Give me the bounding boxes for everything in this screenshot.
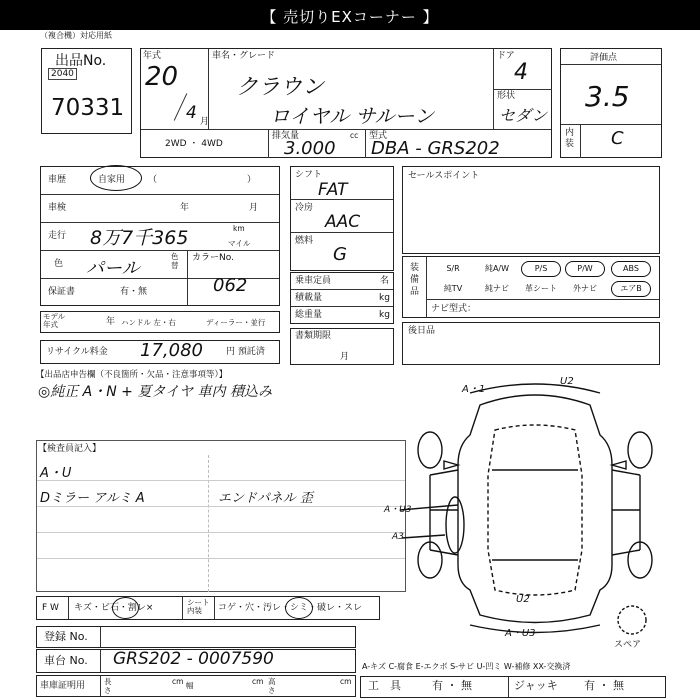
color-change: 色替	[171, 252, 179, 270]
disp-unit: cc	[350, 131, 359, 140]
inspection-label: 車検	[48, 203, 67, 213]
len-label: 長さ	[104, 677, 112, 695]
recycle-value: 17,080	[140, 340, 203, 361]
jack-label: ジャッキ	[514, 679, 558, 692]
car-diagram	[400, 375, 670, 645]
fuel-value: G	[333, 244, 347, 265]
navi-label: ナビ型式：	[431, 304, 477, 314]
ac-value: AAC	[325, 212, 361, 232]
equipment-item: 純ナビ	[485, 284, 509, 293]
header-note: （複合機）対応用紙	[40, 31, 112, 40]
gross-unit: kg	[379, 310, 390, 320]
ac-label: 冷房	[295, 203, 314, 213]
color-no-label: カラーNo.	[192, 253, 234, 263]
after-box	[402, 322, 660, 365]
seat-items: コゲ・穴・汚レ・シミ・破レ・スレ	[218, 603, 363, 613]
diagram-mark-front: A・1	[462, 384, 486, 395]
handle-label: ハンドル 左・右	[121, 318, 176, 327]
equipment-item: 純A/W	[484, 264, 510, 273]
spare-label: スペア	[614, 640, 642, 650]
load-unit: kg	[379, 293, 390, 303]
fw-items: キズ・ビ石・割レ×	[74, 603, 154, 613]
inspection-year: 年	[180, 203, 190, 213]
inspector-line1: A・U	[40, 466, 72, 481]
equipment-item: ABS	[611, 261, 651, 277]
model-name: クラウン	[236, 75, 325, 100]
recycle-unit: 円 預託済	[226, 347, 265, 357]
doc-label: 書類期限	[295, 331, 332, 341]
diagram-mark-bumper: A・U3	[505, 628, 536, 639]
inspector-line2: Dミラー アルミ A	[40, 491, 145, 506]
after-label: 後日品	[408, 326, 436, 336]
reg-no-label: 登録 No.	[44, 630, 88, 643]
width-cm: cm	[252, 677, 264, 686]
rating-score: 3.5	[585, 80, 630, 113]
warranty-value: 有・無	[120, 287, 148, 297]
color-no: 062	[213, 275, 248, 296]
capacity-label: 乗車定員	[295, 276, 332, 286]
model-type: DBA - GRS202	[371, 138, 500, 159]
sales-label: セールスポイント	[408, 171, 480, 181]
recycle-label: リサイクル料金	[46, 347, 108, 357]
height-cm: cm	[340, 677, 352, 686]
reg-label: 車歴	[48, 175, 67, 185]
legend: A-キズ C-腐食 E-エクボ S-サビ U-凹ミ W-補修 XX-交換済	[362, 662, 571, 671]
inspection-month: 月	[249, 203, 259, 213]
month-value: 4	[186, 103, 197, 123]
model-grade: ロイヤル サルーン	[270, 104, 435, 128]
seat-label: シート内装	[187, 598, 210, 615]
equipment-item: 純TV	[443, 284, 463, 293]
interior-label: 内装	[565, 128, 575, 149]
banner-title: 【 売切りEXコーナー 】	[261, 8, 439, 26]
chassis-value: GRS202 - 0007590	[113, 649, 274, 669]
height-label: 高さ	[268, 677, 276, 695]
capacity-unit: 名	[380, 276, 390, 286]
len-cm: cm	[172, 677, 184, 686]
equipment-item: 革シート	[525, 284, 557, 293]
cert-label: 車庫証明用	[40, 681, 86, 691]
tools-label: 工 具	[368, 679, 401, 692]
year-label: 年式	[143, 51, 162, 61]
reg-value: 自家用	[98, 175, 126, 185]
equipment-item: P/S	[521, 261, 561, 277]
drive-label: 2WD ・ 4WD	[165, 139, 223, 149]
dealer-label: ディーラー・並行	[206, 318, 266, 327]
month-unit: 月	[200, 117, 210, 127]
type-label: 型式	[369, 131, 388, 141]
km-unit: km	[233, 224, 245, 233]
displacement: 3.000	[284, 138, 336, 159]
color-value: パール	[86, 258, 140, 279]
fuel-label: 燃料	[295, 236, 314, 246]
mileage-value: 8万7千365	[90, 227, 189, 249]
declaration-text: ◎純正 A・N + 夏タイヤ 車内 積込み	[38, 384, 272, 400]
equipment-label: 装備品	[410, 263, 420, 297]
rating-label: 評価点	[590, 53, 618, 63]
equipment-item: S/R	[446, 264, 460, 273]
model-label: 車名・グレード	[212, 51, 276, 61]
shift-label: シフト	[295, 170, 323, 180]
equipment-item: P/W	[565, 261, 605, 277]
reg-circle	[90, 165, 142, 191]
model-year-label: モデル年式	[43, 312, 66, 329]
equipment-item: 外ナビ	[573, 284, 597, 293]
diagram-mark-door: A・U3	[384, 505, 412, 515]
inspector-label: 【検査員記入】	[38, 444, 102, 454]
interior-value: C	[611, 128, 624, 149]
color-label: 色	[54, 259, 64, 269]
lot-stamp: 2040	[48, 68, 77, 80]
width-label: 幅	[186, 681, 194, 690]
inspector-line3: エンドパネル 歪	[218, 491, 313, 506]
warranty-label: 保証書	[48, 287, 76, 297]
tools-value: 有 ・ 無	[432, 679, 472, 692]
model-year-unit: 年	[106, 317, 116, 327]
body-value: セダン	[499, 106, 548, 125]
fw-label: F W	[42, 603, 59, 613]
disp-label: 排気量	[272, 131, 300, 141]
doors-label: ドア	[497, 51, 515, 61]
doc-unit: 月	[340, 352, 350, 362]
diagram-mark-rear: U2	[516, 594, 530, 605]
chassis-label: 車台 No.	[44, 654, 88, 667]
lot-label: 出品No.	[55, 53, 107, 69]
mileage-label: 走行	[48, 231, 67, 241]
shift-value: FAT	[318, 180, 348, 200]
diagram-mark-rear-door: A3	[392, 532, 404, 542]
doors-value: 4	[514, 60, 528, 85]
jack-value: 有 ・ 無	[584, 679, 624, 692]
body-label: 形状	[497, 91, 516, 101]
diagram-mark-right: U2	[560, 376, 574, 387]
gross-label: 総重量	[295, 310, 323, 320]
inspector-box	[36, 440, 406, 592]
year-value: 20	[145, 62, 179, 92]
reg-paren: （ ）	[148, 175, 257, 185]
mile-unit: マイル	[228, 239, 251, 248]
load-label: 積載量	[295, 293, 323, 303]
lot-number: 70331	[51, 95, 125, 121]
declaration-label: 【出品店申告欄（不良箇所・欠品・注意事項等）】	[36, 370, 228, 380]
equipment-item: エアB	[611, 281, 651, 297]
